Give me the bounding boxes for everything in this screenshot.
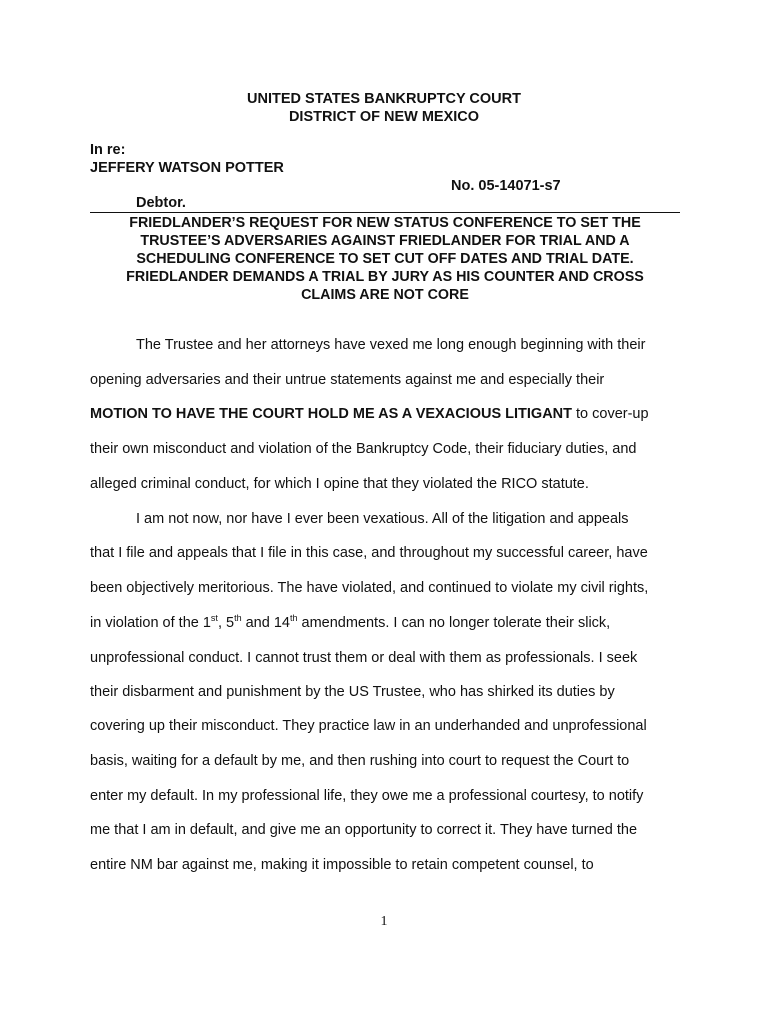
title-line: SCHEDULING CONFERENCE TO SET CUT OFF DATES AND TRIAL DATE. (136, 251, 634, 267)
debtor-name: JEFFERY WATSON POTTER (90, 160, 284, 176)
body-text-span: amendments. I can no longer tolerate their slick, (297, 615, 611, 631)
page-number: 1 (380, 914, 388, 929)
court-header (0, 90, 768, 126)
title-line: FRIEDLANDER DEMANDS A TRIAL BY JURY AS HIS COUNTER AND CROSS (126, 269, 644, 285)
ordinal-suffix: th (289, 613, 298, 623)
body-text-span: in violation of the 1 (90, 615, 211, 631)
title-line: FRIEDLANDER’S REQUEST FOR NEW STATUS CONFERENCE TO SET THE (129, 215, 641, 231)
body-text-line: enter my default. In my professional life, they owe me a professional courtesy, to notify (90, 788, 644, 804)
body-text-line: me that I am in default, and give me an opportunity to correct it. They have turned the (90, 822, 638, 838)
caption-divider (90, 212, 680, 213)
body-text-line: opening adversaries and their untrue statements against me and especially their (90, 372, 605, 388)
body-text-line: basis, waiting for a default by me, and then rushing into court to request the Court to (90, 753, 630, 769)
ordinal-suffix: st (210, 613, 218, 623)
title-line: CLAIMS ARE NOT CORE (301, 287, 469, 303)
body-text-line: I am not now, nor have I ever been vexatious. All of the litigation and appeals (136, 511, 629, 527)
body-text-span: and 14 (241, 615, 290, 631)
body-text-line: unprofessional conduct. I cannot trust them or deal with them as professionals. I seek (90, 650, 638, 666)
body-text-line: covering up their misconduct. They practice law in an underhanded and unprofessional (90, 718, 647, 734)
court-name: UNITED STATES BANKRUPTCY COURT (247, 91, 521, 107)
body-text-span: to cover-up (572, 406, 649, 422)
body-text-line (90, 405, 649, 423)
court-district: DISTRICT OF NEW MEXICO (288, 109, 480, 125)
body-text-line (90, 614, 610, 632)
body-text-line: been objectively meritorious. The have violated, and continued to violate my civil rights, (90, 580, 649, 596)
in-re-label: In re: (90, 142, 126, 158)
motion-title-bold: MOTION TO HAVE THE COURT HOLD ME AS A VEXACIOUS LITIGANT (90, 406, 572, 422)
body-text-span: , 5 (217, 615, 235, 631)
document-title (90, 214, 680, 304)
title-line: TRUSTEE’S ADVERSARIES AGAINST FRIEDLANDER FOR TRIAL AND A (140, 233, 630, 249)
body-text-line: their disbarment and punishment by the US Trustee, who has shirked its duties by (90, 684, 615, 700)
body-text-line: that I file and appeals that I file in this case, and throughout my successful career, have (90, 545, 648, 561)
body-text-line: entire NM bar against me, making it impossible to retain competent counsel, to (90, 857, 594, 873)
ordinal-suffix: th (234, 613, 242, 623)
debtor-label: Debtor. (136, 195, 186, 211)
case-number: No. 05-14071-s7 (451, 178, 561, 194)
body-text-line: alleged criminal conduct, for which I opine that they violated the RICO statute. (90, 476, 589, 492)
body-text-line: The Trustee and her attorneys have vexed me long enough beginning with their (136, 337, 646, 353)
body-text-line: their own misconduct and violation of the Bankruptcy Code, their fiduciary duties, and (90, 441, 637, 457)
